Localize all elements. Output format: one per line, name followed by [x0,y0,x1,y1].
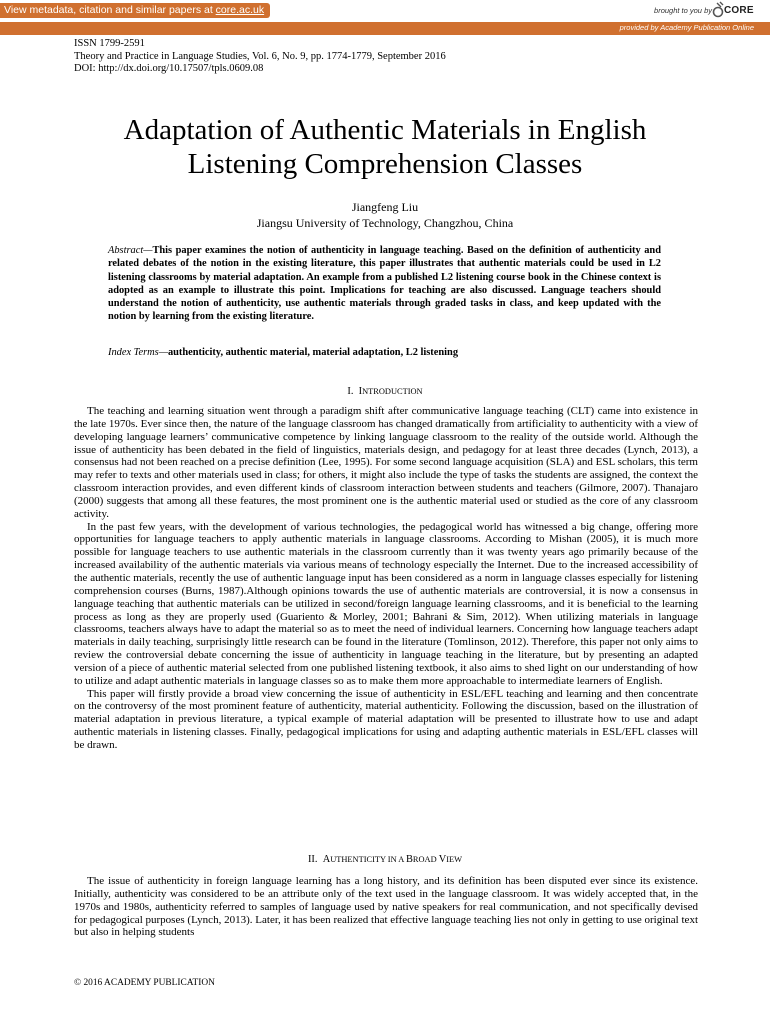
section-title-rest-c: IEW [446,855,463,864]
journal-header [74,38,674,76]
core-logo[interactable] [712,1,756,21]
core-link-domain[interactable]: core.ac.uk [215,4,265,16]
core-logo-text: CORE [724,5,754,16]
title-line-2: Listening Comprehension Classes [187,148,583,180]
abstract [108,244,661,324]
index-terms [108,346,661,359]
section-title-rest: NTRODUCTION [362,387,423,396]
core-metadata-link[interactable] [0,3,270,18]
index-terms-label: Index Terms— [108,347,168,358]
core-banner [0,0,770,22]
section-number: II. [307,854,318,865]
brought-by-label: brought to you by [654,6,712,15]
paragraph: The teaching and learning situation went through a paradigm shift after communicative language teaching (CLT) came into existence in the late 1970s. Ever since then, the nature of the language classroom has changed dramatically from artificiality to authenticity with a view of developing language learners’ communicative competence by linking language classroom to the reality of the outside world. Although the issue of authenticity has been debated in the field of linguistics, materials design, and pedagogy for at least three decades (Lynch, 2013), a consensus had not been reached on a precise definition (Lee, 1995). For some second language acquisition (SLA) and ESL scholars, this term may refer to texts and other materials used in class; for others, it might also include the type of tasks the students are assigned, the context the classroom interaction provides, and even different kinds of classroom interaction between students and teachers (Gilmore, 2007). Thanajaro (2000) suggests that among all these features, the most prominent one is the authentic material used or studied as the core of any classroom activity. [74,405,698,520]
title-line-1: Adaptation of Authentic Materials in English [123,114,647,146]
abstract-label: Abstract— [108,245,153,256]
section-title-rest-b: ROAD [412,855,439,864]
section-title-cap-a: A [322,854,331,865]
authenticity-body [74,875,698,939]
page-footer-copyright: © 2016 ACADEMY PUBLICATION [74,978,215,988]
index-terms-text: authenticity, authentic material, material adaptation, L2 listening [167,347,459,358]
core-link-prefix: View metadata, citation and similar papers at [4,4,216,16]
provided-by-bar [0,22,770,35]
section-title-cap-c: V [438,854,447,865]
section-title-cap: I [358,386,363,397]
paragraph: In the past few years, with the development of various technologies, the pedagogical world has witnessed a big change, offering more opportunities for language teachers to apply authentic materials in language classrooms. According to Mishan (2005), it is much more possible for language teachers to use authentic materials in the classroom currently than it was twenty years ago primarily because of the increased availability of the authentic materials via various means of technology especially the Internet. Due to the increased accessibility of the authentic materials, recently the use of authentic language input has been considered as a norm in language classes especially for listening comprehension courses (Burns, 1987).Although opinions towards the use of authentic materials are controversial, it is now a consensus in language teaching that authentic materials can be utilized in second/foreign language learning classrooms, and it is beneficial to the learning process as long as they are properly used (Guariento & Morley, 2001; Bahrani & Sim, 2012). When utilizing materials in language classrooms, teachers always have to adapt the material so as to meet the need of individual learners. Concerning how language teachers adapt materials in daily teaching, surprisingly little research can be found in the literature (Tomlinson, 2012). Therefore, this paper not only aims to review the controversial debate concerning the issue of authenticity in language teaching in the literature, but by presenting an adapted version of a piece of authentic material selected from one published listening textbook, it also aims to shed light on our understanding of how to utilize and adapt authentic materials in language classes so as to make them more approachable to intermediate learners of English. [74,520,698,687]
paragraph: The issue of authenticity in foreign language learning has a long history, and its definition has been disputed ever since its existence. Initially, authenticity was considered to be an attribute only of the text used in the language classroom. It was widely accepted that, in the 1970s and 1980s, authenticity referred to samples of language used by native speakers for real communication, and not specifically devised for pedagogical purposes (Lynch, 2013). Later, it has been realized that effective language teaching lies not only in getting to use original text but also in helping students [74,875,698,939]
author-affiliation: Jiangsu University of Technology, Changzhou, China [256,216,514,230]
section-heading-introduction [60,386,710,398]
issn: ISSN 1799-2591 [74,38,145,49]
provided-by-label[interactable]: provided by Academy Publication Online [619,23,754,32]
section-number: I. [347,386,354,397]
paper-title [60,113,710,181]
section-heading-authenticity [60,854,710,866]
section-title-rest-a: UTHENTICITY IN A [330,855,406,864]
author-name: Jiangfeng Liu [351,200,419,214]
doi: DOI: http://dx.doi.org/10.17507/tpls.0609.08 [74,63,264,75]
introduction-body [74,405,698,752]
journal-citation: Theory and Practice in Language Studies, Vol. 6, No. 9, pp. 1774-1779, September 2016 [74,50,446,62]
abstract-text: This paper examines the notion of authenticity in language teaching. Based on the definition of authenticity and related debates of the notion in the existing literature, this paper illustrates that authentic materials could be used in L2 listening classrooms by material adaptation. An example from a published L2 listening course book in the Chinese context is adopted as an example to illustrate this point. Implications for teaching are also discussed. Language teachers should understand the notion of authenticity, use authentic materials through graded tasks in class, and keep updated with the notion by learning from the existing literature. [108,245,661,323]
section-title-cap-b: B [405,854,413,865]
paragraph: This paper will firstly provide a broad view concerning the issue of authenticity in ESL/EFL teaching and learning and then concentrate on the controversy of the most prominent feature of authenticity, material authenticity. Following the discussion, based on the illustration of material adaptation in previous literature, a typical example of material adaptation will be presented to illustrate how to use and adapt authentic materials in listening classes. Finally, pedagogical implications for using and adapting authentic materials in ESL/EFL classes will be drawn. [74,687,698,751]
